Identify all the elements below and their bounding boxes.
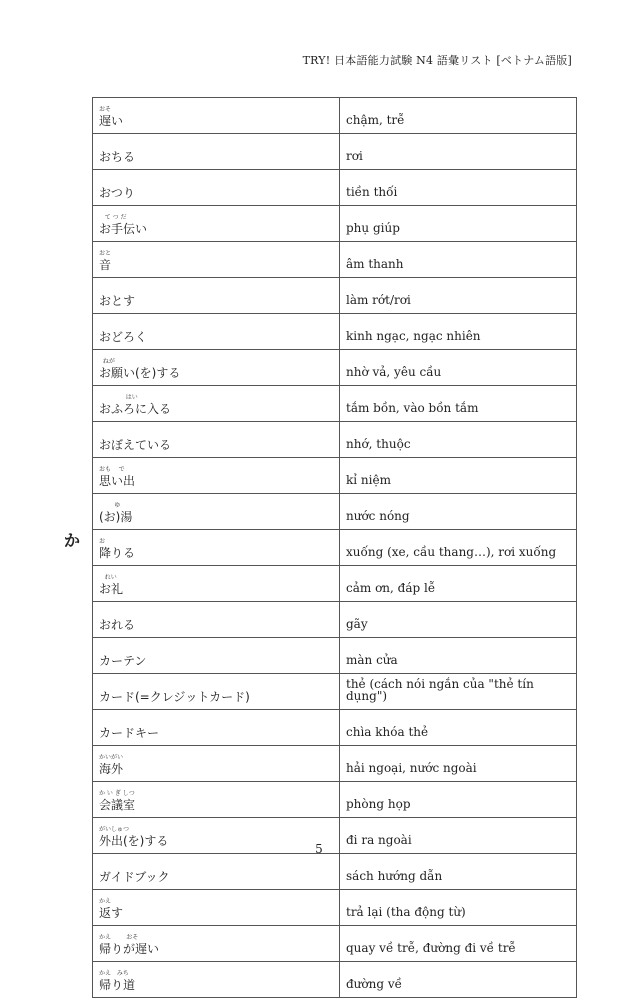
japanese-word: 降りる bbox=[99, 546, 136, 560]
table-row bbox=[93, 422, 577, 458]
page-header: TRY! 日本語能力試験 N4 語彙リスト [ベトナム語版] bbox=[302, 54, 572, 67]
japanese-word: おどろく bbox=[99, 330, 148, 344]
vietnamese-meaning-cell: chậm, trễ bbox=[340, 98, 577, 134]
vietnamese-meaning-cell: rơi bbox=[340, 134, 577, 170]
japanese-word: お礼 bbox=[99, 582, 124, 596]
furigana: ゆ bbox=[99, 502, 121, 509]
furigana bbox=[99, 141, 339, 151]
japanese-term-cell bbox=[93, 458, 340, 494]
furigana: おも で bbox=[99, 466, 125, 473]
vietnamese-meaning-cell: quay về trễ, đường đi về trễ bbox=[340, 926, 577, 962]
japanese-term-cell bbox=[93, 926, 340, 962]
table-row bbox=[93, 350, 577, 386]
table-row bbox=[93, 674, 577, 710]
vietnamese-meaning-cell: thẻ (cách nói ngắn của "thẻ tín dụng") bbox=[340, 674, 577, 710]
japanese-term-cell bbox=[93, 314, 340, 350]
furigana: はい bbox=[99, 394, 138, 401]
furigana: がいしゅつ bbox=[99, 826, 130, 833]
vietnamese-meaning-cell: phòng họp bbox=[340, 782, 577, 818]
japanese-word: 海外 bbox=[99, 762, 124, 776]
japanese-word: 遅い bbox=[99, 114, 124, 128]
table-row bbox=[93, 134, 577, 170]
japanese-word: おとす bbox=[99, 294, 136, 308]
table-row bbox=[93, 746, 577, 782]
japanese-word: (お)湯 bbox=[99, 510, 133, 524]
japanese-term-cell bbox=[93, 242, 340, 278]
japanese-term-cell bbox=[93, 134, 340, 170]
page-number: 5 bbox=[315, 842, 323, 856]
japanese-word: 返す bbox=[99, 906, 124, 920]
japanese-term-cell bbox=[93, 170, 340, 206]
japanese-term-cell bbox=[93, 566, 340, 602]
japanese-word: 音 bbox=[99, 258, 112, 272]
japanese-term-cell bbox=[93, 386, 340, 422]
table-row bbox=[93, 566, 577, 602]
table-row bbox=[93, 890, 577, 926]
vietnamese-meaning-cell: tiền thối bbox=[340, 170, 577, 206]
furigana bbox=[99, 177, 339, 187]
table-row bbox=[93, 242, 577, 278]
table-row bbox=[93, 638, 577, 674]
furigana: て つ だ bbox=[99, 214, 127, 221]
japanese-term-cell bbox=[93, 890, 340, 926]
vietnamese-meaning-cell: xuống (xe, cầu thang…), rơi xuống bbox=[340, 530, 577, 566]
japanese-term-cell bbox=[93, 674, 340, 710]
furigana: かえ bbox=[99, 898, 112, 905]
vocabulary-table bbox=[92, 97, 577, 998]
japanese-word: 外出(を)する bbox=[99, 834, 169, 848]
japanese-word: おつり bbox=[99, 186, 135, 200]
japanese-word: おふろに入る bbox=[99, 402, 172, 416]
japanese-term-cell bbox=[93, 602, 340, 638]
japanese-word: お手伝い bbox=[99, 222, 148, 236]
vietnamese-meaning-cell: kỉ niệm bbox=[340, 458, 577, 494]
table-row bbox=[93, 602, 577, 638]
japanese-word: 帰り道 bbox=[99, 978, 136, 992]
japanese-word: お願い(を)する bbox=[99, 366, 181, 380]
japanese-term-cell bbox=[93, 854, 340, 890]
furigana: れい bbox=[99, 574, 117, 581]
japanese-term-cell bbox=[93, 494, 340, 530]
table-row bbox=[93, 926, 577, 962]
japanese-term-cell bbox=[93, 350, 340, 386]
japanese-word: 帰りが遅い bbox=[99, 942, 160, 956]
vietnamese-meaning-cell: gãy bbox=[340, 602, 577, 638]
vietnamese-meaning-cell: làm rớt/rơi bbox=[340, 278, 577, 314]
japanese-word: カードキー bbox=[99, 726, 160, 740]
japanese-term-cell bbox=[93, 782, 340, 818]
table-row bbox=[93, 494, 577, 530]
vietnamese-meaning-cell: nước nóng bbox=[340, 494, 577, 530]
table-row bbox=[93, 386, 577, 422]
japanese-term-cell bbox=[93, 98, 340, 134]
furigana: かえ おそ bbox=[99, 934, 139, 941]
vietnamese-meaning-cell: kinh ngạc, ngạc nhiên bbox=[340, 314, 577, 350]
furigana: か い ぎ しつ bbox=[99, 790, 135, 797]
japanese-term-cell bbox=[93, 962, 340, 998]
japanese-word: 思い出 bbox=[99, 474, 136, 488]
japanese-word: カーテン bbox=[99, 654, 147, 668]
vietnamese-meaning-cell: cảm ơn, đáp lễ bbox=[340, 566, 577, 602]
japanese-word: おれる bbox=[99, 618, 136, 632]
table-row bbox=[93, 206, 577, 242]
furigana: お bbox=[99, 538, 106, 545]
japanese-word: おちる bbox=[99, 150, 136, 164]
table-row bbox=[93, 962, 577, 998]
table-row bbox=[93, 782, 577, 818]
table-row bbox=[93, 710, 577, 746]
japanese-word: 会議室 bbox=[99, 798, 136, 812]
vietnamese-meaning-cell: chìa khóa thẻ bbox=[340, 710, 577, 746]
vietnamese-meaning-cell: sách hướng dẫn bbox=[340, 854, 577, 890]
japanese-term-cell bbox=[93, 530, 340, 566]
table-row bbox=[93, 170, 577, 206]
table-row bbox=[93, 314, 577, 350]
japanese-term-cell bbox=[93, 206, 340, 242]
vietnamese-meaning-cell: trả lại (tha động từ) bbox=[340, 890, 577, 926]
furigana: ねが bbox=[99, 358, 115, 365]
japanese-word: カード(=クレジットカード) bbox=[99, 690, 250, 704]
vietnamese-meaning-cell: hải ngoại, nước ngoài bbox=[340, 746, 577, 782]
furigana bbox=[99, 609, 339, 619]
table-row bbox=[93, 98, 577, 134]
japanese-word: おぼえている bbox=[99, 438, 172, 452]
vocabulary-table-body bbox=[93, 98, 577, 998]
vietnamese-meaning-cell: phụ giúp bbox=[340, 206, 577, 242]
furigana bbox=[99, 285, 339, 295]
section-letter: か bbox=[64, 531, 81, 550]
japanese-term-cell bbox=[93, 746, 340, 782]
vietnamese-meaning-cell: màn cửa bbox=[340, 638, 577, 674]
table-row bbox=[93, 458, 577, 494]
table-row bbox=[93, 854, 577, 890]
vietnamese-meaning-cell: nhớ, thuộc bbox=[340, 422, 577, 458]
vietnamese-meaning-cell: âm thanh bbox=[340, 242, 577, 278]
japanese-term-cell bbox=[93, 278, 340, 314]
vietnamese-meaning-cell: đi ra ngoài bbox=[340, 818, 577, 854]
furigana: かいがい bbox=[99, 754, 124, 761]
vietnamese-meaning-cell: đường về bbox=[340, 962, 577, 998]
japanese-term-cell bbox=[93, 638, 340, 674]
table-row bbox=[93, 530, 577, 566]
japanese-term-cell bbox=[93, 422, 340, 458]
vietnamese-meaning-cell: nhờ vả, yêu cầu bbox=[340, 350, 577, 386]
japanese-word: ガイドブック bbox=[99, 870, 170, 884]
furigana: かえ みち bbox=[99, 970, 129, 977]
furigana: おそ bbox=[99, 106, 112, 113]
furigana: おと bbox=[99, 250, 112, 257]
table-row bbox=[93, 278, 577, 314]
japanese-term-cell bbox=[93, 710, 340, 746]
vietnamese-meaning-cell: tắm bồn, vào bồn tắm bbox=[340, 386, 577, 422]
